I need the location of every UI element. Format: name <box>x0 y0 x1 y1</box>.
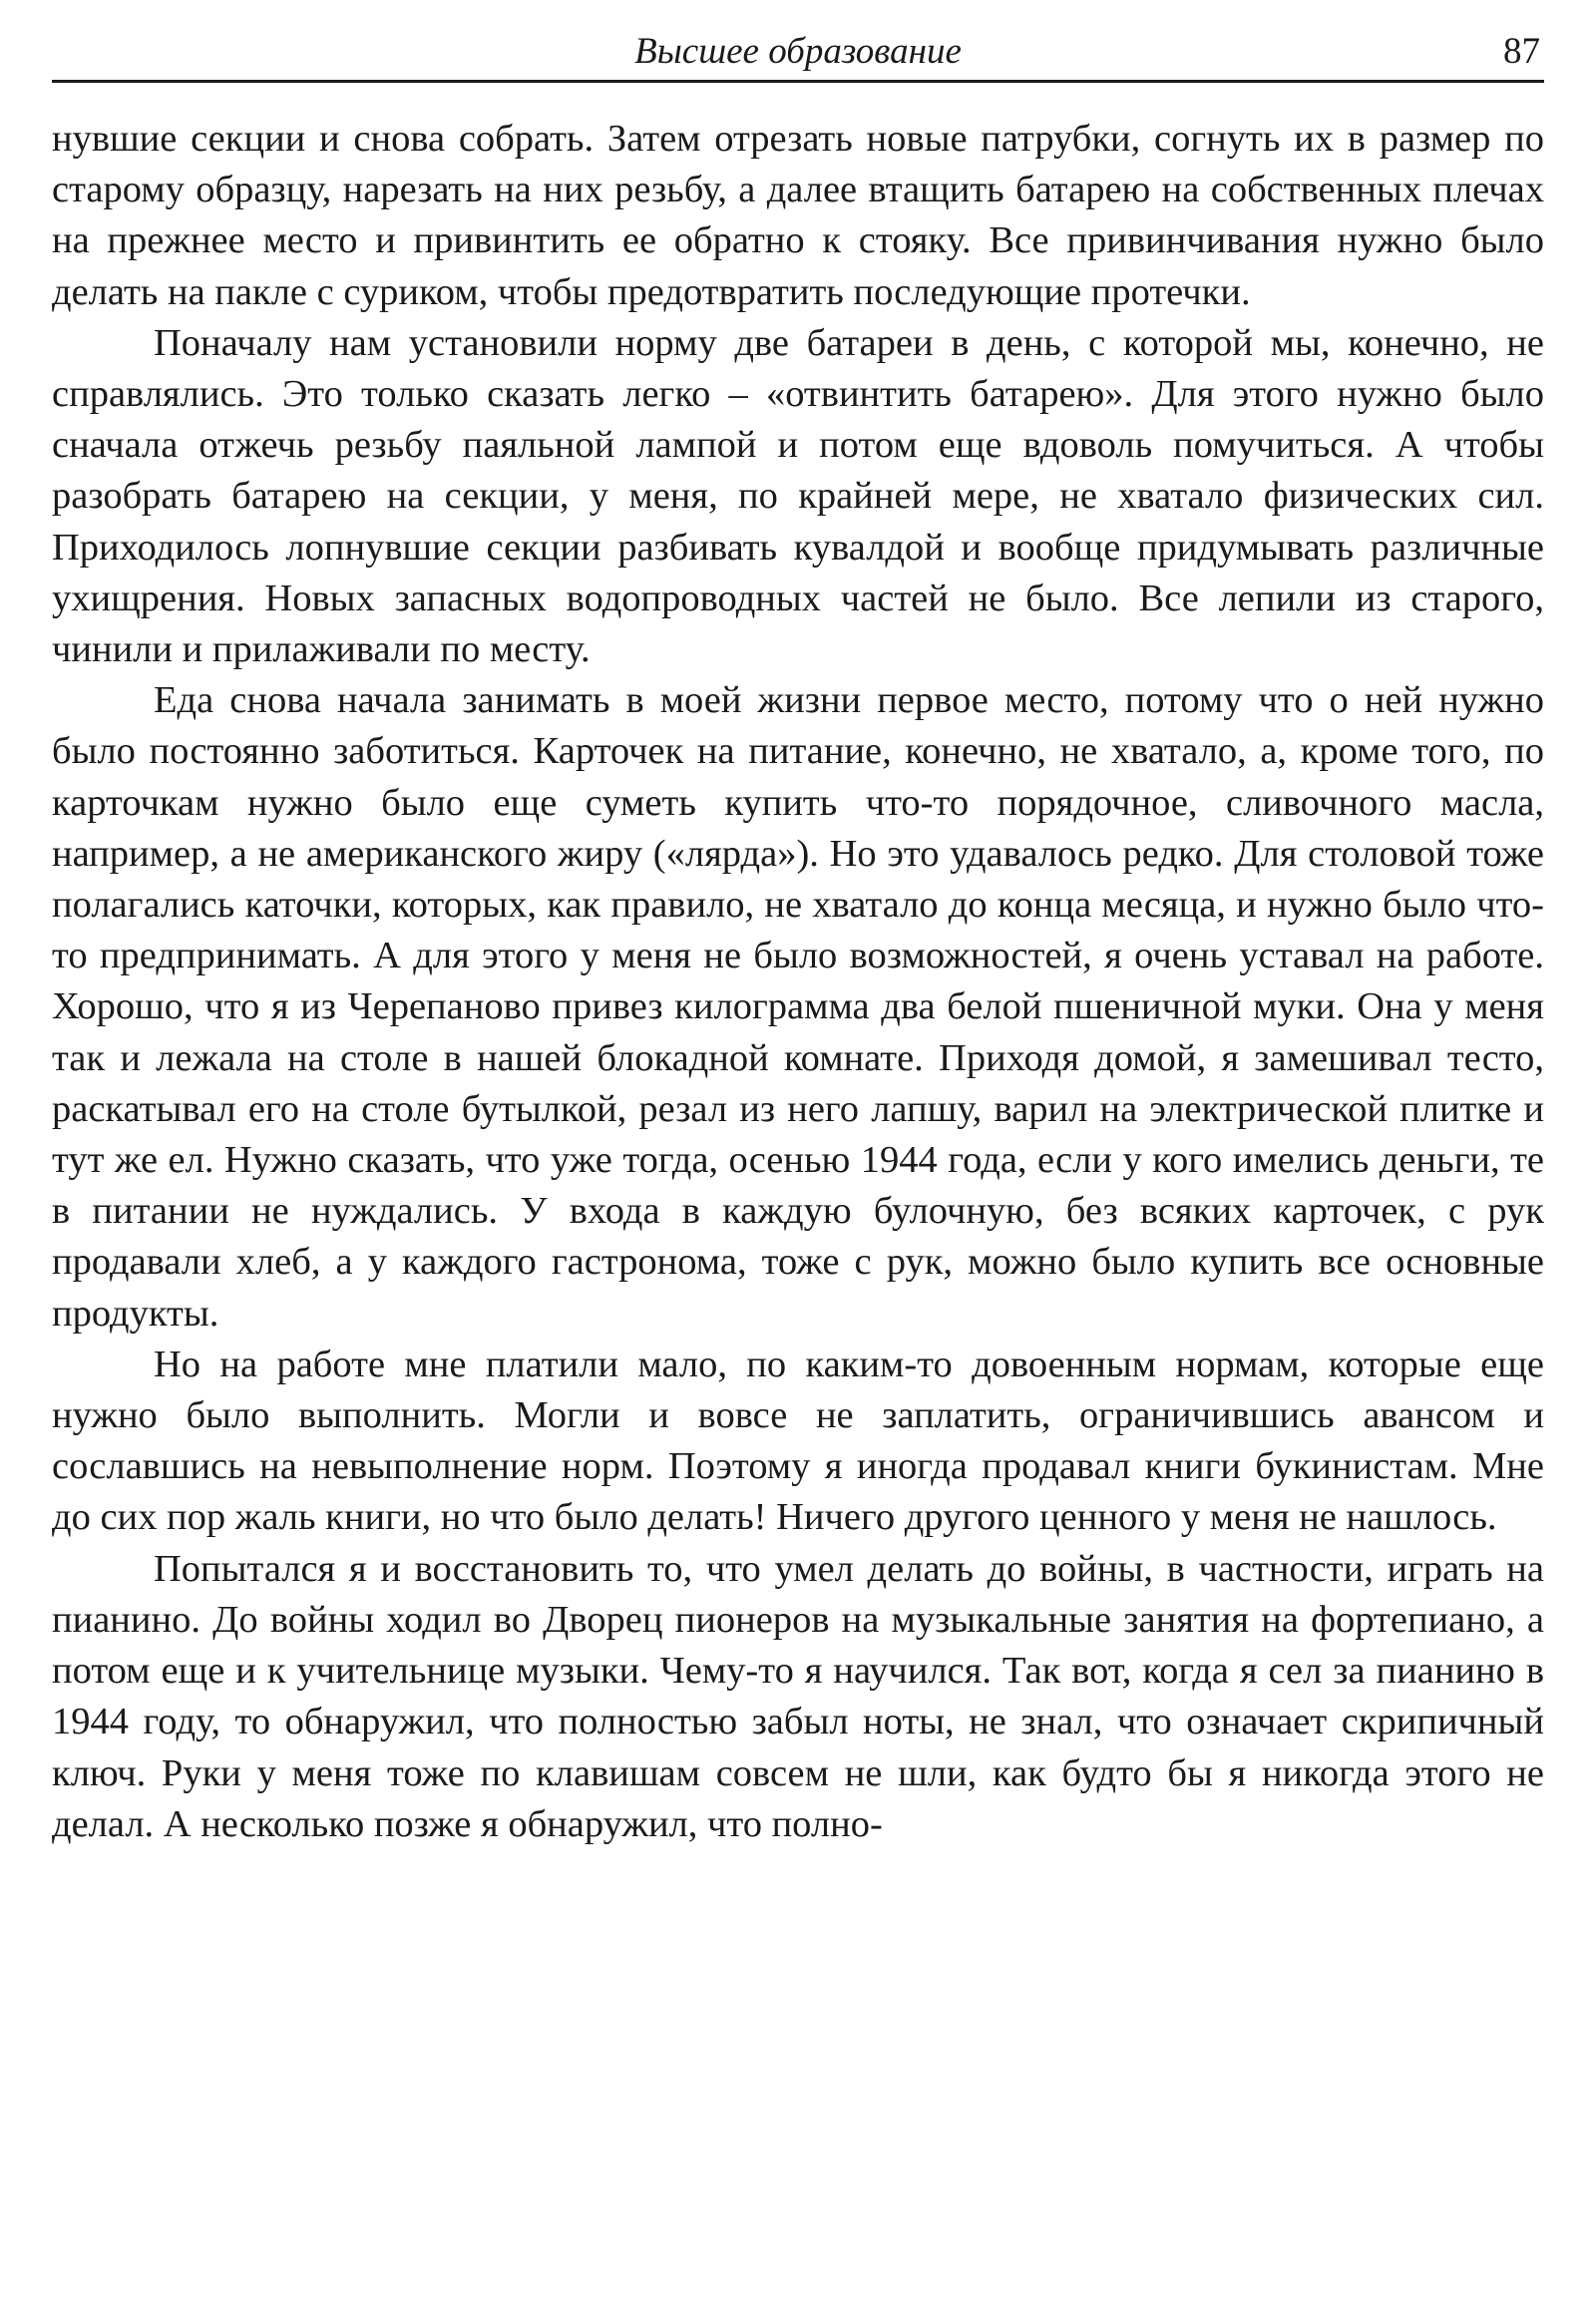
paragraph-5: Попытался я и восстановить то, что умел делать до войны, в частности, играть на пианино. До войны ходил во Дворец пионеров на музыкальные занятия на фортепиано, а потом еще и к учительнице музыки. Чему-то я научился. Так вот, когда я сел за пианино в 1944 году, то обнаружил, что полностью забыл ноты, не знал, что означает скрипичный ключ. Руки у меня тоже по клавишам совсем не шли, как будто бы я никогда этого не делал. А несколько позже я обнаружил, что полно- <box>52 1547 1544 1845</box>
running-title: Высшее образование <box>634 31 962 72</box>
running-header <box>52 22 1544 83</box>
paragraph-4: Но на работе мне платили мало, по каким-то довоенным нормам, которые еще нужно было выполнить. Могли и вовсе не заплатить, ограничившись авансом и сославшись на невыполнение норм. Поэтому я иногда продавал книги букинистам. Мне до сих пор жаль книги, но что было делать! Ничего другого ценного у меня не нашлось. <box>52 1343 1544 1539</box>
body-text <box>52 114 1544 1850</box>
paragraph-2: Поначалу нам установили норму две батареи в день, с которой мы, конечно, не справлялись. Это только сказать легко – «отвинтить батарею». Для этого нужно было сначала отжечь резьбу паяльной лампой и потом еще вдоволь помучиться. А чтобы разобрать батарею на секции, у меня, по крайней мере, не хватало физических сил. Приходилось лопнувшие секции разбивать кувалдой и вообще придумывать различные ухищрения. Новых запасных водопроводных частей не было. Все лепили из старого, чинили и прилаживали по месту. <box>52 321 1544 671</box>
paragraph-3: Еда снова начала занимать в моей жизни первое место, потому что о ней нужно было постоянно заботиться. Карточек на питание, конечно, не хватало, а, кроме того, по карточкам нужно было еще суметь купить что-то порядочное, сливочного масла, например, а не американского жиру («лярда»). Но это удавалось редко. Для столовой тоже полагались каточки, которых, как правило, не хватало до конца месяца, и нужно было что-то предпринимать. А для этого у меня не было возможностей, я очень уставал на работе. Хорошо, что я из Черепаново привез килограмма два белой пшеничной муки. Она у меня так и лежала на столе в нашей блокадной комнате. Приходя домой, я замешивал тесто, раскатывал его на столе бутылкой, резал из него лапшу, варил на электрической плитке и тут же ел. Нужно сказать, что уже тогда, осенью 1944 года, если у кого имелись деньги, те в питании не нуждались. У входа в каждую булочную, без всяких карточек, с рук продавали хлеб, а у каждого гастронома, тоже с рук, можно было купить все основные продукты. <box>52 679 1544 1335</box>
book-page <box>52 22 1544 2296</box>
paragraph-1: нувшие секции и снова собрать. Затем отрезать новые патрубки, согнуть их в размер по старому образцу, нарезать на них резьбу, а далее втащить батарею на собственных плечах на прежнее место и привинтить ее обратно к стояку. Все привинчивания нужно было делать на пакле с суриком, чтобы предотвратить последующие протечки. <box>52 118 1544 313</box>
page-number: 87 <box>1503 31 1540 72</box>
